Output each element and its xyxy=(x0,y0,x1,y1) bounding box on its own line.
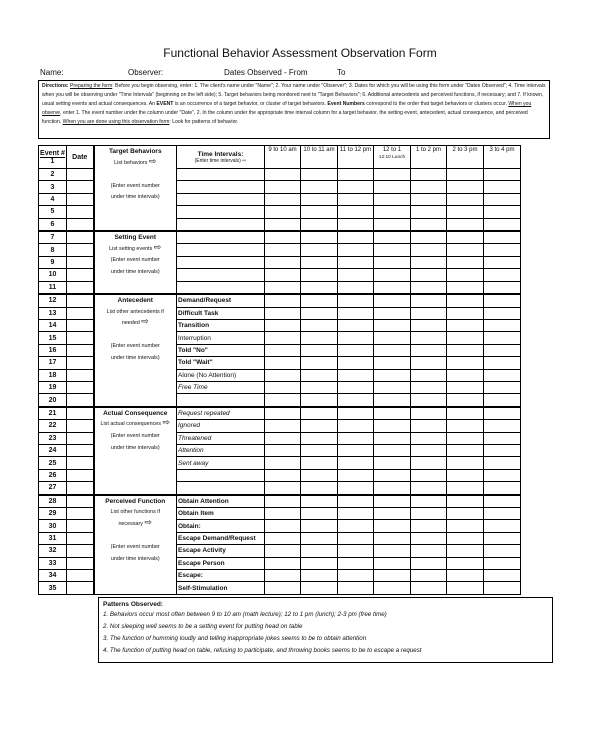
antecedent-item: Interruption xyxy=(177,332,265,344)
antecedent-section xyxy=(94,294,177,407)
enter-event-hint-1: (Enter event number xyxy=(110,543,160,550)
event-number: 12 xyxy=(39,294,67,307)
arrow-right-icon: ⇨ xyxy=(144,516,153,527)
event-number: 21 xyxy=(39,407,67,420)
pattern-item: 1. Behaviors occur most often between 9 to 10 am (math lecture); 12 to 1 pm (lunch); 2-3 pm (free time) xyxy=(103,611,387,618)
antecedent-item: Alone (No Attention) xyxy=(177,369,265,381)
event-number: 31 xyxy=(39,532,67,544)
name-label: Name: xyxy=(40,68,64,77)
actual-consequence-section xyxy=(94,407,177,495)
directions-link-done: When you are done using this observation form xyxy=(62,118,170,125)
event-number: 17 xyxy=(39,357,67,369)
function-item: Escape Activity xyxy=(177,545,265,557)
event-number: 9 xyxy=(39,256,67,268)
dates-label: Dates Observed - From xyxy=(224,68,308,77)
actual-consequence-hint: List actual consequences xyxy=(100,421,161,428)
antecedent-hint-2: needed xyxy=(121,320,140,327)
function-item: Obtain Attention xyxy=(177,495,265,508)
directions-text-1: : Before you begin observing, enter: 1. The client's name under "Name"; 2. Your name under "Observer"; 3. Dates for which you will be using this form under "Dates Observed"; 4. Time intervals when you will be observing under "Time Intervals" (beginning on the left side); 5. Target behaviors being monitored next to "Target Behaviors"; 6. Additional antecedents and perceived functions, if necessary; and 7. If known, usual setting events and actual consequences. An xyxy=(42,83,546,107)
event-column-header: Event # 1 xyxy=(39,146,67,169)
event-numbers-term: Event Numbers xyxy=(327,100,365,107)
directions-text-4: , enter 1. The event number under the column under "Date", 2. In the column under the appropriate time interval column for a target behavior, the setting event, antecedent, actual consequence, and perceived function. xyxy=(42,109,528,125)
time-interval-6: 2 to 3 pm xyxy=(447,146,484,169)
event-number: 29 xyxy=(39,508,67,520)
perceived-function-title: Perceived Function xyxy=(105,497,166,505)
directions-label: Directions: xyxy=(42,83,69,89)
perceived-function-hint-2: necessary xyxy=(118,520,144,527)
setting-event-title: Setting Event xyxy=(114,234,157,242)
time-intervals-header xyxy=(177,146,265,169)
to-label: To xyxy=(337,68,346,77)
time-intervals-sublabel: (Enter time intervals) xyxy=(194,157,241,164)
enter-event-hint-1: (Enter event number xyxy=(110,257,160,264)
enter-event-hint-2: under time intervals) xyxy=(110,444,160,451)
event-number: 6 xyxy=(39,218,67,231)
event-number: 19 xyxy=(39,381,67,393)
enter-event-hint-2: under time intervals) xyxy=(110,268,160,275)
function-item: Self-Stimulation xyxy=(177,582,265,595)
date-column-header: Date xyxy=(67,146,94,169)
target-behaviors-title: Target Behaviors xyxy=(108,148,162,155)
observer-label: Observer: xyxy=(128,68,164,77)
table-row xyxy=(39,294,557,307)
time-interval-5: 1 to 2 pm xyxy=(411,146,447,169)
event-number: 27 xyxy=(39,482,67,495)
event-number: 26 xyxy=(39,469,67,481)
consequence-item: Attention xyxy=(177,444,265,456)
antecedent-item: Difficult Task xyxy=(177,307,265,319)
event-number: 34 xyxy=(39,570,67,582)
event-number: 3 xyxy=(39,181,67,193)
setting-event-section xyxy=(94,231,177,294)
arrow-right-icon: ⇨ xyxy=(141,316,149,327)
antecedent-title: Antecedent xyxy=(117,297,153,305)
arrow-right-icon: ⇨ xyxy=(242,157,247,164)
event-number: 20 xyxy=(39,394,67,407)
time-intervals-label: Time Intervals: xyxy=(197,150,244,158)
event-number: 11 xyxy=(39,281,67,294)
enter-event-hint-1: (Enter event number xyxy=(110,432,160,439)
event-number: 5 xyxy=(39,206,67,218)
consequence-item: Request repeated xyxy=(177,407,265,420)
event-number: 1 xyxy=(40,157,65,165)
perceived-function-hint-1: List other functions if xyxy=(110,509,160,516)
event-number: 23 xyxy=(39,432,67,444)
enter-event-hint-1: (Enter event number xyxy=(110,343,160,350)
arrow-right-icon: ⇨ xyxy=(153,241,162,252)
event-number: 15 xyxy=(39,332,67,344)
pattern-item: 4. The function of putting head on table, refusing to participate, and throwing books seems to be to escape a request xyxy=(103,647,422,654)
event-number: 7 xyxy=(39,231,67,244)
function-item: Escape Demand/Request xyxy=(177,532,265,544)
perceived-function-section xyxy=(94,495,177,595)
event-number: 24 xyxy=(39,444,67,456)
actual-consequence-title: Actual Consequence xyxy=(103,409,168,417)
directions-link-observe: When you observe xyxy=(42,100,532,116)
patterns-observed-box xyxy=(98,597,553,663)
table-row xyxy=(39,407,557,420)
consequence-item: Ignored xyxy=(177,420,265,432)
antecedent-item: Demand/Request xyxy=(177,294,265,307)
time-interval-2: 10 to 11 am xyxy=(301,146,338,169)
antecedent-item: Told "No" xyxy=(177,344,265,356)
event-number: 4 xyxy=(39,193,67,205)
enter-event-hint-2: under time intervals) xyxy=(110,555,160,562)
event-number: 28 xyxy=(39,495,67,508)
target-behaviors-hint: List behaviors xyxy=(114,159,148,166)
function-item: Obtain: xyxy=(177,520,265,532)
event-number: 35 xyxy=(39,582,67,595)
enter-event-hint-2: under time intervals) xyxy=(110,355,160,362)
time-interval-1: 9 to 10 am xyxy=(265,146,301,169)
function-item: Escape: xyxy=(177,570,265,582)
antecedent-item: Transition xyxy=(177,319,265,331)
event-number: 33 xyxy=(39,557,67,569)
pattern-item: 3. The function of humming loudly and telling inappropriate jokes seems to be to obtain attention xyxy=(103,635,367,642)
time-interval-7: 3 to 4 pm xyxy=(484,146,521,169)
target-behaviors-section xyxy=(94,146,177,232)
event-number: 14 xyxy=(39,319,67,331)
time-interval-4-note: 12:10 Lunch xyxy=(378,155,406,160)
directions-link-preparing: Preparing the form xyxy=(70,83,113,89)
function-item: Obtain Item xyxy=(177,508,265,520)
antecedent-item: Free Time xyxy=(177,381,265,393)
patterns-title: Patterns Observed: xyxy=(103,601,163,608)
arrow-right-icon: ⇨ xyxy=(148,155,157,166)
event-number: 8 xyxy=(39,244,67,256)
setting-event-hint: List setting events xyxy=(109,245,153,252)
consequence-item: Threatened xyxy=(177,432,265,444)
event-number: 25 xyxy=(39,457,67,469)
event-term: EVENT xyxy=(156,100,174,107)
event-number: 32 xyxy=(39,545,67,557)
antecedent-hint-1: List other antecedents if xyxy=(106,308,164,315)
directions-text-3: correspond to the order that target behaviors or clusters occur. xyxy=(364,100,509,107)
time-interval-3: 11 to 12 pm xyxy=(338,146,374,169)
table-row xyxy=(39,231,557,244)
enter-event-hint-1: (Enter event number xyxy=(110,182,160,189)
directions-text-2: is an occurrence of a target behavior, or cluster of target behaviors. xyxy=(173,100,328,107)
event-number: 16 xyxy=(39,344,67,356)
enter-event-hint-2: under time intervals) xyxy=(110,194,160,201)
event-number: 2 xyxy=(39,169,67,181)
pattern-item: 2. Not sleeping well seems to be a setting event for putting head on table xyxy=(103,623,303,630)
time-interval-4 xyxy=(374,146,411,169)
event-number: 10 xyxy=(39,269,67,281)
function-item: Escape Person xyxy=(177,557,265,569)
form-title: Functional Behavior Assessment Observation Form xyxy=(163,46,437,60)
directions-box xyxy=(38,80,550,139)
consequence-item: Sent away xyxy=(177,457,265,469)
arrow-right-icon: ⇨ xyxy=(162,417,171,428)
antecedent-item: Told "Wait" xyxy=(177,357,265,369)
event-number: 18 xyxy=(39,369,67,381)
event-number: 13 xyxy=(39,307,67,319)
directions-text-5: : Look for patterns of behavior. xyxy=(169,118,239,125)
event-number: 22 xyxy=(39,420,67,432)
observation-table xyxy=(38,145,557,595)
table-row xyxy=(39,495,557,508)
time-interval-4-label: 12 to 1 xyxy=(382,147,402,153)
event-number: 30 xyxy=(39,520,67,532)
